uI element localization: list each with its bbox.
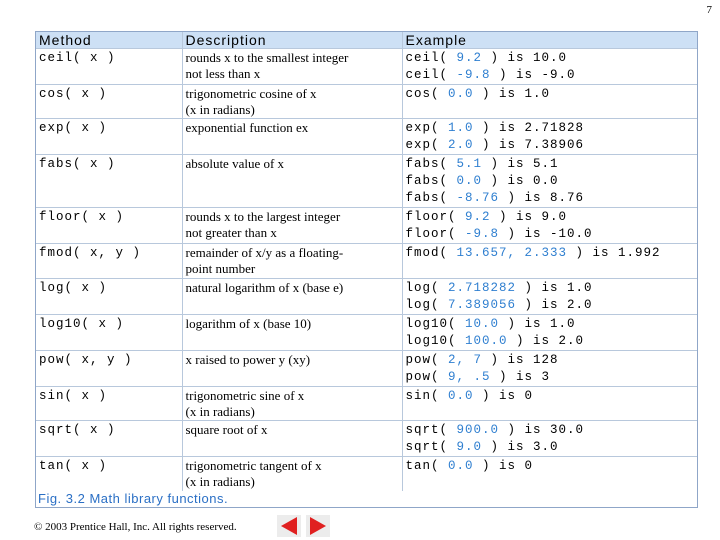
method-cell: sin( x ) xyxy=(36,387,182,421)
method-cell: tan( x ) xyxy=(36,457,182,491)
description-line: absolute value of x xyxy=(185,156,285,171)
example-line xyxy=(406,50,695,67)
example-text: log10( xyxy=(405,334,466,348)
example-argument: 9.2 xyxy=(456,51,483,65)
example-text: floor( xyxy=(405,210,466,224)
example-argument: -9.8 xyxy=(456,68,491,82)
description-line: x raised to power y (xy) xyxy=(185,352,311,367)
example-cell xyxy=(402,244,697,279)
example-text: ) is 5.1 xyxy=(482,157,559,171)
example-argument: 13.657, 2.333 xyxy=(456,246,568,260)
example-argument: 0.0 xyxy=(448,389,474,403)
description-cell xyxy=(182,421,402,457)
description-line: trigonometric sine of x xyxy=(185,388,305,403)
description-cell xyxy=(182,49,402,85)
example-text: ) is 8.76 xyxy=(499,191,585,205)
table-row xyxy=(36,208,697,244)
example-text: ) is 0.0 xyxy=(482,174,559,188)
example-line xyxy=(406,369,695,386)
method-cell: fabs( x ) xyxy=(36,155,182,208)
example-cell xyxy=(402,119,697,155)
example-text: ) is 2.71828 xyxy=(473,121,585,135)
example-argument: 100.0 xyxy=(465,334,508,348)
table-row xyxy=(36,279,697,315)
description-line: square root of x xyxy=(185,422,268,437)
description-cell xyxy=(182,208,402,244)
example-text: ) is 0 xyxy=(473,389,534,403)
example-text: ) is 2.0 xyxy=(516,298,593,312)
description-cell xyxy=(182,315,402,351)
description-cell xyxy=(182,85,402,119)
example-argument: 0.0 xyxy=(448,87,474,101)
example-line xyxy=(406,120,695,137)
example-text: ) is 3 xyxy=(490,370,551,384)
example-text: sqrt( xyxy=(405,423,457,437)
method-cell: exp( x ) xyxy=(36,119,182,155)
example-cell xyxy=(402,85,697,119)
table-row xyxy=(36,387,697,421)
example-text: ) is 30.0 xyxy=(499,423,585,437)
example-line xyxy=(406,297,695,314)
example-argument: 2.718282 xyxy=(448,281,517,295)
description-line: point number xyxy=(185,261,256,276)
example-text: log10( xyxy=(405,317,466,331)
example-text: ceil( xyxy=(405,68,457,82)
example-text: ceil( xyxy=(405,51,457,65)
example-line xyxy=(406,439,695,456)
example-text: pow( xyxy=(405,370,449,384)
example-line xyxy=(406,280,695,297)
header-method: Method xyxy=(36,32,182,49)
table-row xyxy=(36,49,697,85)
example-cell xyxy=(402,457,697,491)
page-number: 7 xyxy=(706,4,712,16)
next-slide-button[interactable] xyxy=(306,515,330,537)
table-row xyxy=(36,85,697,119)
example-text: ) is 1.0 xyxy=(499,317,576,331)
example-argument: -8.76 xyxy=(456,191,500,205)
example-text: fmod( xyxy=(405,246,457,260)
example-text: ) is 1.0 xyxy=(516,281,593,295)
example-cell xyxy=(402,279,697,315)
example-argument: 2.0 xyxy=(448,138,474,152)
description-line: logarithm of x (base 10) xyxy=(185,316,312,331)
example-argument: 9.0 xyxy=(456,440,483,454)
example-argument: 900.0 xyxy=(456,423,500,437)
description-cell xyxy=(182,457,402,491)
method-cell: sqrt( x ) xyxy=(36,421,182,457)
example-line xyxy=(406,422,695,439)
method-cell: pow( x, y ) xyxy=(36,351,182,387)
table-row xyxy=(36,457,697,491)
example-text: ) is 1.992 xyxy=(567,246,661,260)
example-text: ) is 2.0 xyxy=(507,334,585,348)
example-cell xyxy=(402,155,697,208)
example-argument: 7.389056 xyxy=(448,298,517,312)
example-line xyxy=(406,226,695,243)
description-cell xyxy=(182,155,402,208)
example-text: ) is 0 xyxy=(473,459,534,473)
example-text: cos( xyxy=(405,87,449,101)
example-text: pow( xyxy=(405,353,449,367)
example-text: ) is 128 xyxy=(482,353,559,367)
table-row xyxy=(36,351,697,387)
method-cell: cos( x ) xyxy=(36,85,182,119)
example-cell xyxy=(402,208,697,244)
example-line xyxy=(406,209,695,226)
example-text: log( xyxy=(405,281,449,295)
example-line xyxy=(406,333,695,350)
math-functions-table xyxy=(35,31,698,508)
previous-slide-button[interactable] xyxy=(277,515,301,537)
example-text: floor( xyxy=(405,227,466,241)
table-row xyxy=(36,119,697,155)
example-line xyxy=(406,86,695,103)
example-text: ) is 3.0 xyxy=(482,440,559,454)
method-cell: ceil( x ) xyxy=(36,49,182,85)
example-text: tan( xyxy=(405,459,449,473)
method-cell: floor( x ) xyxy=(36,208,182,244)
example-text: ) is -10.0 xyxy=(499,227,593,241)
example-cell xyxy=(402,315,697,351)
example-argument: 9.2 xyxy=(465,210,491,224)
description-line: (x in radians) xyxy=(185,102,255,117)
example-text: sqrt( xyxy=(405,440,457,454)
description-line: rounds x to the largest integer xyxy=(185,209,341,224)
example-argument: 5.1 xyxy=(456,157,483,171)
table-row xyxy=(36,315,697,351)
example-text: log( xyxy=(405,298,449,312)
description-cell xyxy=(182,244,402,279)
description-cell xyxy=(182,387,402,421)
example-line xyxy=(406,190,695,207)
example-line xyxy=(406,388,695,405)
method-cell: fmod( x, y ) xyxy=(36,244,182,279)
copyright-notice: © 2003 Prentice Hall, Inc. All rights reserved. xyxy=(34,521,237,533)
description-line: not greater than x xyxy=(185,225,277,240)
example-text: fabs( xyxy=(405,174,457,188)
example-text: sin( xyxy=(405,389,449,403)
description-line: not less than x xyxy=(185,66,261,81)
example-line xyxy=(406,67,695,84)
header-description: Description xyxy=(182,32,402,49)
example-argument: 9, .5 xyxy=(448,370,491,384)
example-cell xyxy=(402,421,697,457)
example-cell xyxy=(402,49,697,85)
example-argument: 0.0 xyxy=(448,459,474,473)
example-line xyxy=(406,173,695,190)
example-cell xyxy=(402,387,697,421)
example-argument: -9.8 xyxy=(465,227,500,241)
example-text: ) is 1.0 xyxy=(473,87,551,101)
example-cell xyxy=(402,351,697,387)
table-header-row xyxy=(36,32,697,49)
table-row xyxy=(36,244,697,279)
example-text: ) is -9.0 xyxy=(490,68,576,82)
figure-caption: Fig. 3.2 Math library functions. xyxy=(38,491,229,506)
example-text: fabs( xyxy=(405,157,457,171)
example-line xyxy=(406,156,695,173)
example-text: ) is 9.0 xyxy=(490,210,568,224)
example-argument: 1.0 xyxy=(448,121,474,135)
example-line xyxy=(406,316,695,333)
description-line: exponential function ex xyxy=(185,120,309,135)
description-line: (x in radians) xyxy=(185,474,255,489)
table-row xyxy=(36,155,697,208)
description-line: remainder of x/y as a floating- xyxy=(185,245,344,260)
table-row xyxy=(36,421,697,457)
right-arrow-icon xyxy=(310,517,326,535)
example-text: fabs( xyxy=(405,191,457,205)
example-text: exp( xyxy=(405,138,449,152)
description-cell xyxy=(182,119,402,155)
example-text: ) is 10.0 xyxy=(482,51,568,65)
example-line xyxy=(406,245,695,262)
description-line: trigonometric tangent of x xyxy=(185,458,322,473)
example-argument: 10.0 xyxy=(465,317,500,331)
description-line: (x in radians) xyxy=(185,404,255,419)
description-cell xyxy=(182,351,402,387)
example-text: ) is 7.38906 xyxy=(473,138,585,152)
example-argument: 0.0 xyxy=(456,174,483,188)
example-text: exp( xyxy=(405,121,449,135)
left-arrow-icon xyxy=(281,517,297,535)
description-cell xyxy=(182,279,402,315)
method-cell: log( x ) xyxy=(36,279,182,315)
description-line: rounds x to the smallest integer xyxy=(185,50,349,65)
method-cell: log10( x ) xyxy=(36,315,182,351)
example-line xyxy=(406,137,695,154)
example-argument: 2, 7 xyxy=(448,353,483,367)
description-line: trigonometric cosine of x xyxy=(185,86,317,101)
header-example: Example xyxy=(402,32,697,49)
example-line xyxy=(406,458,695,475)
description-line: natural logarithm of x (base e) xyxy=(185,280,344,295)
example-line xyxy=(406,352,695,369)
